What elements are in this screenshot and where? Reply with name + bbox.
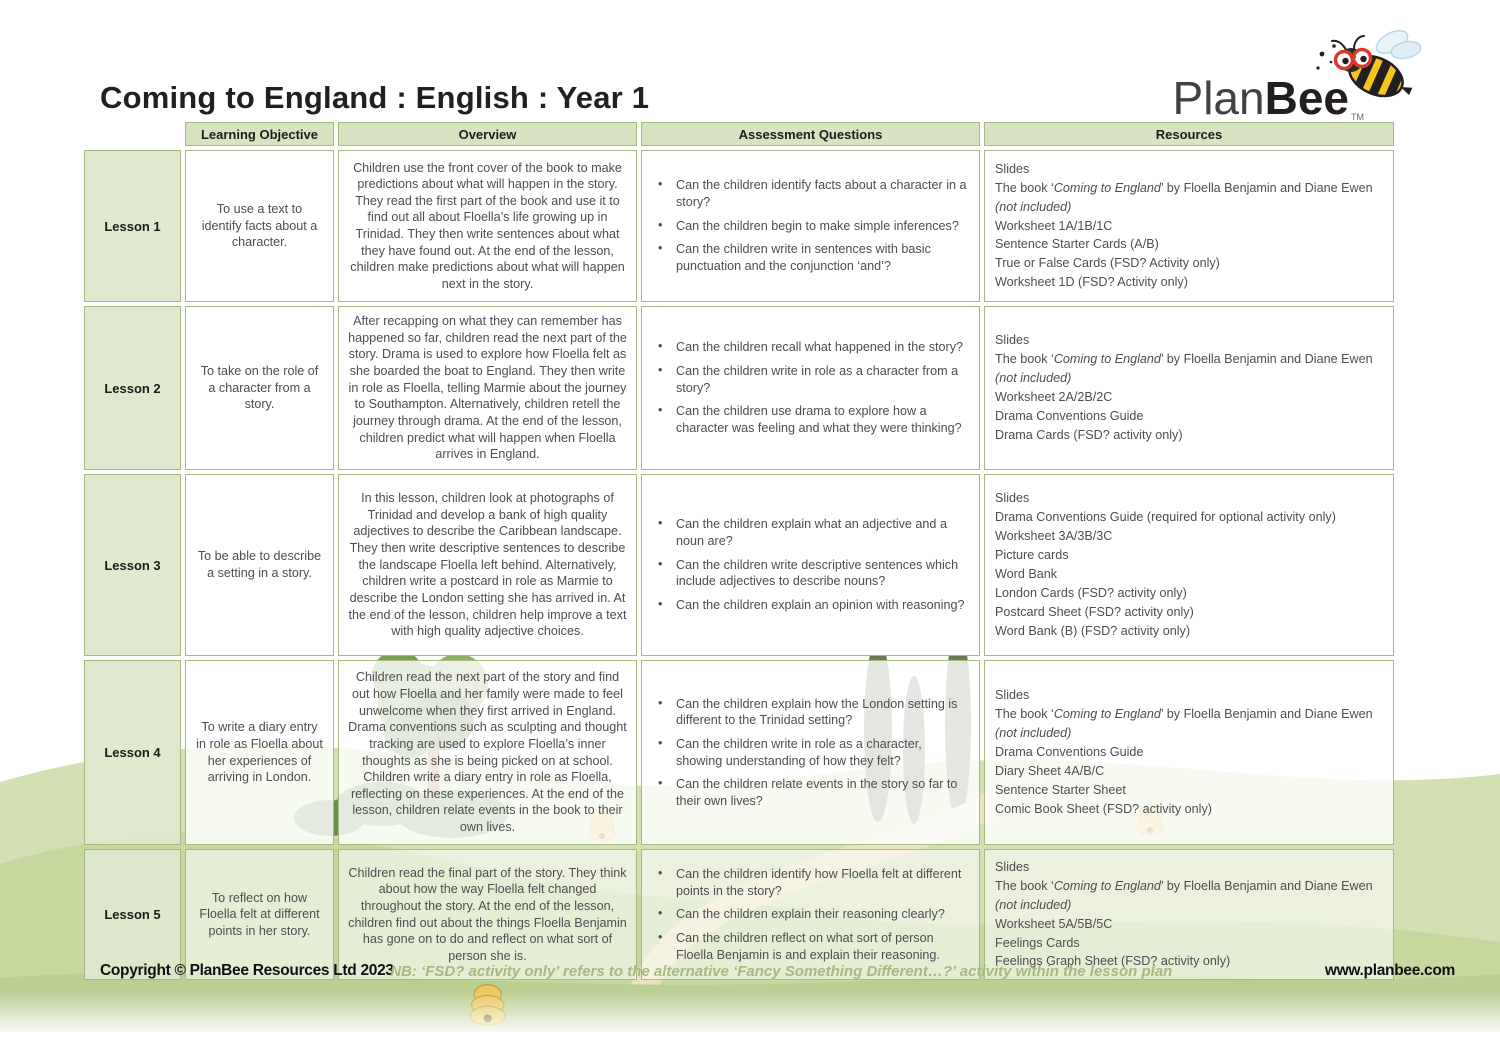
assessment-question: • Can the children relate events in the story so far to their own lives? xyxy=(654,776,967,809)
lesson-label: Lesson 1 xyxy=(84,150,181,302)
resource-item: Slides xyxy=(995,688,1030,703)
fsd-note-text: NB: ‘FSD? activity only’ refers to the alternative ‘Fancy Something Different…?’ activity within the lesson plan xyxy=(390,963,1173,980)
column-header-assessment-questions: Assessment Questions xyxy=(641,122,980,146)
resource-item: Feelings Graph Sheet (FSD? activity only) xyxy=(995,954,1231,969)
resource-item: Feelings Cards xyxy=(995,935,1080,950)
lesson-label: Lesson 4 xyxy=(84,660,181,845)
lesson-row-3 xyxy=(84,474,1394,656)
resource-item: Drama Conventions Guide xyxy=(995,745,1144,760)
resource-item: Word Bank (B) (FSD? activity only) xyxy=(995,623,1191,638)
footer xyxy=(0,962,1500,988)
column-header-learning-objective: Learning Objective xyxy=(185,122,334,146)
learning-objective-cell: To reflect on how Floella felt at different points in her story. xyxy=(185,849,334,980)
lesson-row-5 xyxy=(84,849,1394,980)
table-header-row xyxy=(84,122,1394,146)
assessment-questions-cell xyxy=(641,474,980,656)
assessment-question: • Can the children write descriptive sentences which include adjectives to describe nouns? xyxy=(654,557,967,590)
assessment-question: • Can the children explain how the London setting is different to the Trinidad setting? xyxy=(654,696,967,729)
resource-item: Worksheet 1A/1B/1C xyxy=(995,218,1113,233)
assessment-question: • Can the children explain what an adjective and a noun are? xyxy=(654,516,967,549)
resource-item: Sentence Starter Sheet xyxy=(995,782,1126,797)
assessment-question: • Can the children explain their reasoning clearly? xyxy=(654,906,967,923)
assessment-questions-cell xyxy=(641,849,980,980)
resource-item: The book ‘Coming to England’ by Floella Benjamin and Diane Ewen (not included) xyxy=(995,180,1373,214)
overview-cell: Children read the next part of the story and find out how Floella and her family were made to feel unwelcome when they first arrived in England. Drama conventions such as sculpting and thought tracking are used to explore Floella’s inner thoughts as she is being picked on at school. Children write a diary entry in role as Floella, reflecting on these experiences. At the end of the lesson, children relate events in the book to their own lives. xyxy=(338,660,637,845)
website-link[interactable]: www.planbee.com xyxy=(1324,962,1455,979)
assessment-question: • Can the children begin to make simple inferences? xyxy=(654,218,967,235)
resource-item: Slides xyxy=(995,333,1030,348)
resource-item: Worksheet 5A/5B/5C xyxy=(995,916,1113,931)
learning-objective-cell: To write a diary entry in role as Floella about her experiences of arriving in London. xyxy=(185,660,334,845)
assessment-question: • Can the children write in role as a character, showing understanding of how they felt? xyxy=(654,736,967,769)
resources-cell xyxy=(984,660,1394,845)
resource-item: Comic Book Sheet (FSD? activity only) xyxy=(995,801,1212,816)
resource-item: Slides xyxy=(995,860,1030,874)
lesson-row-4 xyxy=(84,660,1394,845)
page-title: Coming to England : English : Year 1 xyxy=(100,80,650,115)
lesson-label: Lesson 2 xyxy=(84,306,181,470)
assessment-question: • Can the children recall what happened in the story? xyxy=(654,339,967,356)
resource-item: Postcard Sheet (FSD? activity only) xyxy=(995,604,1194,619)
learning-objective-cell: To use a text to identify facts about a character. xyxy=(185,150,334,302)
resource-item: Drama Conventions Guide xyxy=(995,408,1144,423)
resources-cell xyxy=(984,306,1394,470)
assessment-questions-cell xyxy=(641,660,980,845)
resource-item: Worksheet 3A/3B/3C xyxy=(995,529,1113,544)
lesson-label: Lesson 3 xyxy=(84,474,181,656)
resource-item: The book ‘Coming to England’ by Floella Benjamin and Diane Ewen (not included) xyxy=(995,352,1373,386)
assessment-question: • Can the children write in role as a character from a story? xyxy=(654,363,967,396)
resource-item: Word Bank xyxy=(995,567,1058,581)
resource-item: Worksheet 1D (FSD? Activity only) xyxy=(995,275,1188,290)
assessment-question: • Can the children reflect on what sort of person Floella Benjamin is and explain their reasoning. xyxy=(654,930,967,963)
overview-cell: Children use the front cover of the book to make predictions about what will happen in the story. They read the first part of the book and use it to find out all about Floella’s life growing up in Trinidad. They then write sentences about what they have found out. At the end of the lesson, children make predictions about what will happen next in the story. xyxy=(338,150,637,302)
planbee-logo xyxy=(1112,26,1412,122)
learning-objective-cell: To be able to describe a setting in a story. xyxy=(185,474,334,656)
assessment-questions-cell xyxy=(641,306,980,470)
lessons-table-body xyxy=(84,150,1394,980)
copyright-text: Copyright © PlanBee Resources Ltd 2023 xyxy=(100,962,394,979)
overview-cell: After recapping on what they can remember has happened so far, children read the next part of the story. Drama is used to explore how Floella felt as she boarded the boat to England. They then write in role as Floella, telling Marmie about the journey to Southampton. Alternatively, children retell the journey through drama. At the end of the lesson, children predict what will happen when Floella arrives in England. xyxy=(338,306,637,470)
column-header-resources: Resources xyxy=(984,122,1394,146)
resource-item: London Cards (FSD? activity only) xyxy=(995,585,1187,600)
planbee-wordmark xyxy=(1172,72,1364,124)
learning-objective-cell: To take on the role of a character from a story. xyxy=(185,306,334,470)
lesson-row-1 xyxy=(84,150,1394,302)
resource-item: Drama Cards (FSD? activity only) xyxy=(995,427,1183,442)
assessment-questions-cell xyxy=(641,150,980,302)
overview-cell: Children read the final part of the story. They think about how the way Floella felt changed throughout the story. At the end of the lesson, children find out about the things Floella Benjamin has gone on to do and reflect on what sort of person she is. xyxy=(338,849,637,980)
resources-cell xyxy=(984,474,1394,656)
resources-cell xyxy=(984,849,1394,980)
lessons-table xyxy=(80,118,1398,984)
resource-item: Drama Conventions Guide (required for optional activity only) xyxy=(995,510,1336,525)
header-spacer xyxy=(84,122,181,146)
assessment-question: • Can the children identify facts about a character in a story? xyxy=(654,177,967,210)
logo-tm: TM xyxy=(1351,112,1364,122)
logo-plan: Plan xyxy=(1172,72,1265,124)
assessment-question: • Can the children identify how Floella felt at different points in the story? xyxy=(654,866,967,899)
lesson-label: Lesson 5 xyxy=(84,849,181,980)
resources-cell xyxy=(984,150,1394,302)
resource-item: Worksheet 2A/2B/2C xyxy=(995,390,1113,404)
column-header-overview: Overview xyxy=(338,122,637,146)
overview-cell: In this lesson, children look at photographs of Trinidad and develop a bank of high quality adjectives to describe the Caribbean landscape. They then write descriptive sentences to describe the landscape Floella left behind. Alternatively, children write a postcard in role as Marmie to describe the London setting she has arrived in. At the end of the lesson, children help improve a text with high quality adjective choices. xyxy=(338,474,637,656)
resource-item: Slides xyxy=(995,161,1030,176)
resource-item: Slides xyxy=(995,491,1030,506)
assessment-question: • Can the children use drama to explore how a character was feeling and what they were thinking? xyxy=(654,403,967,436)
lesson-row-2 xyxy=(84,306,1394,470)
resource-item: The book ‘Coming to England’ by Floella Benjamin and Diane Ewen (not included) xyxy=(995,707,1373,741)
logo-bee: Bee xyxy=(1264,72,1349,124)
resource-item: The book ‘Coming to England’ by Floella Benjamin and Diane Ewen (not included) xyxy=(995,878,1373,912)
resource-item: Picture cards xyxy=(995,548,1069,563)
assessment-question: • Can the children explain an opinion with reasoning? xyxy=(654,597,967,614)
resource-item: True or False Cards (FSD? Activity only) xyxy=(995,256,1220,271)
assessment-question: • Can the children write in sentences with basic punctuation and the conjunction ‘and’? xyxy=(654,241,967,274)
resource-item: Sentence Starter Cards (A/B) xyxy=(995,237,1159,252)
resource-item: Diary Sheet 4A/B/C xyxy=(995,763,1105,778)
